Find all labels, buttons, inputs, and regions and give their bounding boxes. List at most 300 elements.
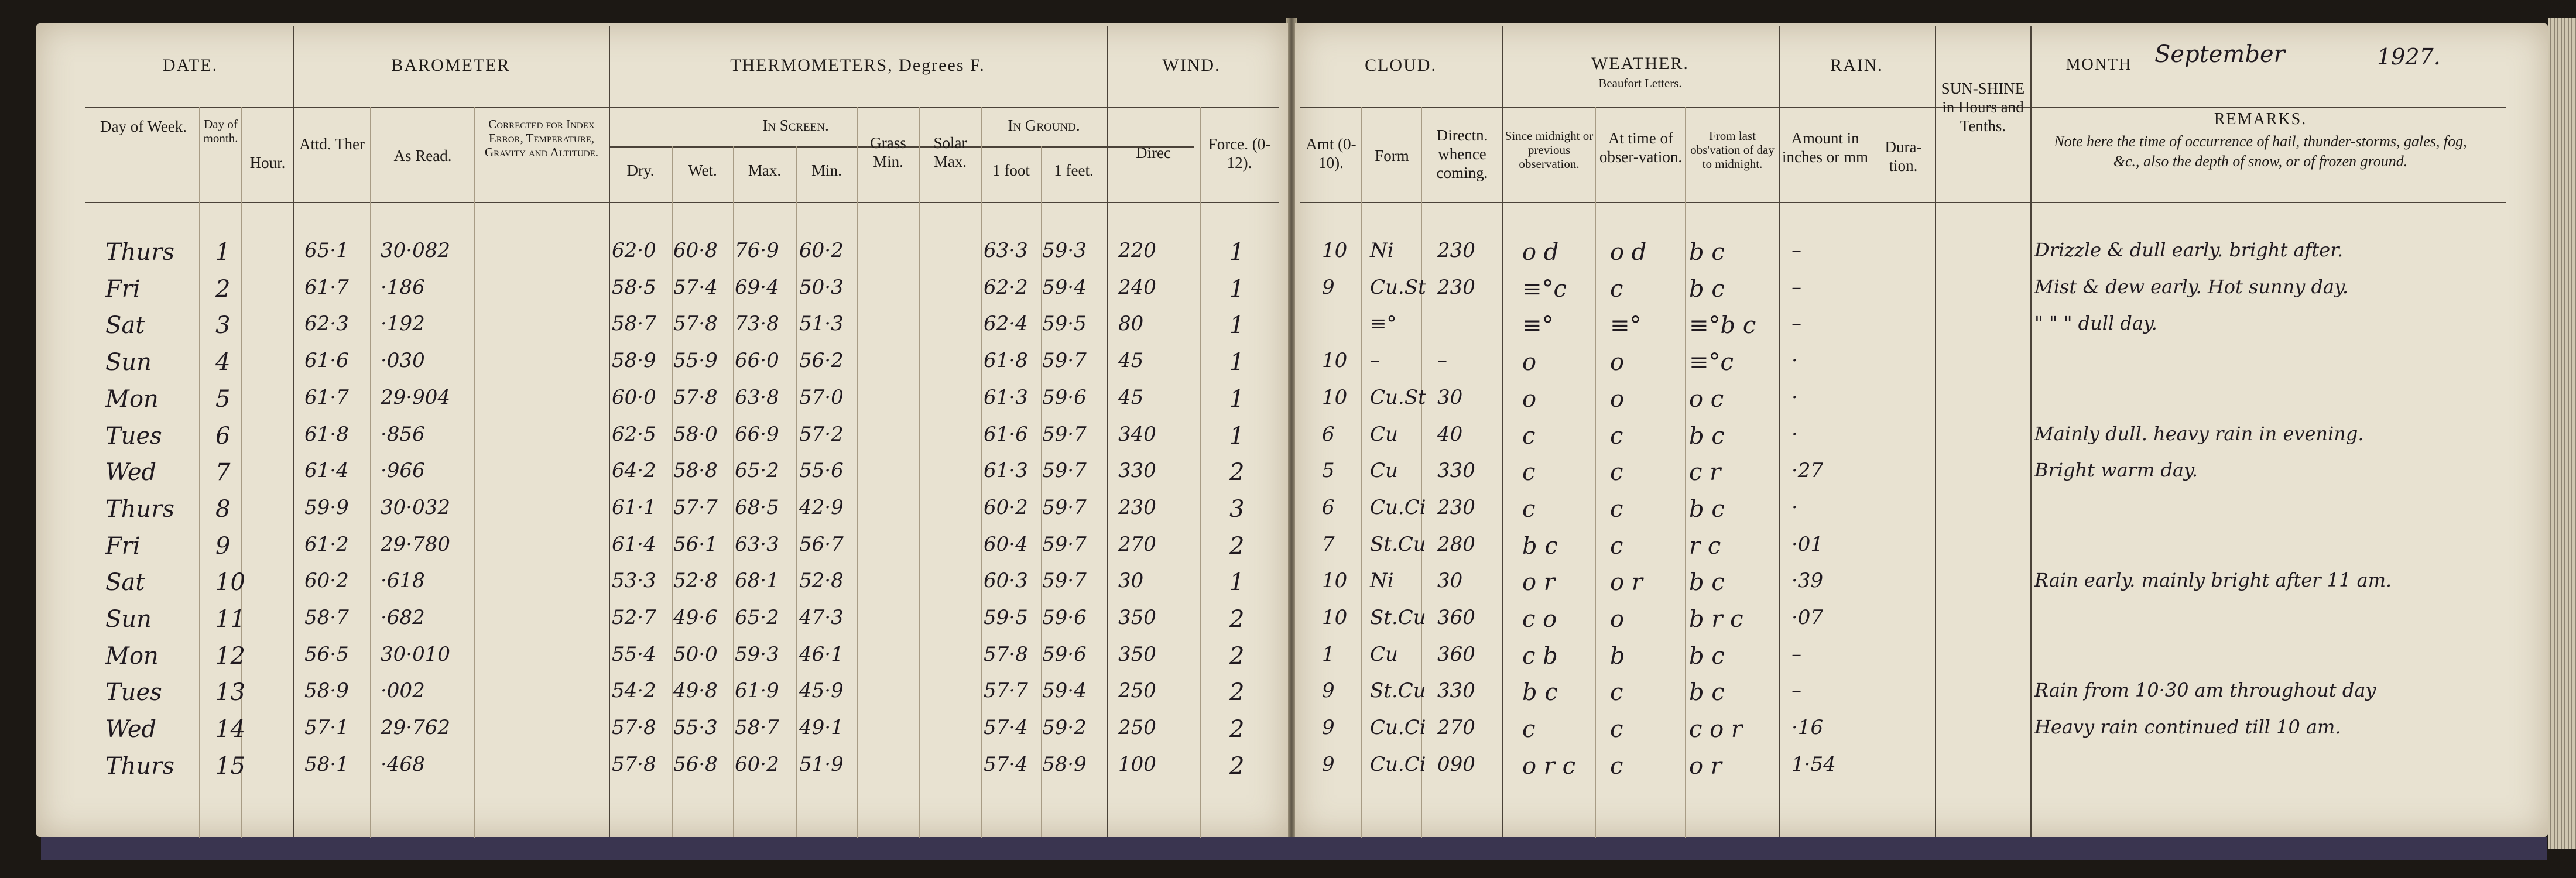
page-edges: [2548, 18, 2576, 849]
cell-dry: 53·3: [612, 569, 656, 593]
cell-weather-from-last: o r: [1689, 752, 1722, 780]
rule: [672, 146, 673, 837]
cell-wind-direction: 350: [1118, 606, 1156, 629]
cell-weather-at-time: b: [1610, 642, 1625, 670]
cell-min: 57·0: [799, 385, 844, 409]
in-screen-heading: In Screen.: [762, 116, 829, 134]
cell-cloud-direction: 360: [1437, 642, 1475, 666]
cell-ground-1-foot: 63·3: [984, 239, 1028, 262]
cell-as-read: ·966: [381, 459, 425, 483]
header-rule: [1300, 107, 2506, 108]
cell-as-read: ·618: [381, 569, 425, 593]
cell-attd-ther: 61·4: [304, 459, 349, 483]
rule: [1595, 107, 1596, 838]
cell-cloud-form: Cu: [1370, 642, 1398, 666]
in-ground-heading: In Ground.: [1008, 116, 1080, 134]
cell-weather-since-midnight: b c: [1522, 679, 1558, 706]
cell-max: 65·2: [735, 459, 779, 483]
cell-attd-ther: 61·7: [304, 275, 349, 299]
cell-day-of-week: Sun: [105, 606, 152, 633]
amount-heading: Amount in inches or mm: [1782, 129, 1868, 166]
cell-wet: 49·6: [673, 606, 718, 629]
cell-min: 46·1: [799, 642, 844, 666]
cell-day-of-week: Mon: [105, 385, 159, 413]
cell-ground-feet: 59·5: [1042, 312, 1087, 336]
cell-remarks: Bright warm day.: [2034, 459, 2198, 482]
cell-wind-direction: 240: [1118, 275, 1156, 299]
cell-weather-since-midnight: o d: [1522, 239, 1559, 266]
cell-weather-from-last: c r: [1689, 459, 1721, 486]
cell-day-of-month: 7: [215, 459, 231, 486]
cell-weather-from-last: ≡°c: [1689, 349, 1734, 376]
cell-ground-feet: 59·2: [1042, 716, 1087, 740]
cell-cloud-direction: 090: [1437, 752, 1475, 776]
cell-dry: 54·2: [612, 679, 656, 703]
cell-cloud-amount: 9: [1322, 752, 1335, 776]
cell-max: 61·9: [735, 679, 779, 703]
rule: [199, 107, 200, 838]
cell-cloud-amount: 1: [1322, 642, 1335, 666]
cell-ground-1-foot: 60·4: [984, 532, 1028, 556]
remarks-note: Note here the time of occurrence of hail, thunder-storms, gales, fog, &c., also the depth of snow, or of frozen ground.: [2054, 133, 2467, 170]
cell-weather-at-time: o d: [1610, 239, 1647, 266]
cell-cloud-amount: 7: [1322, 532, 1335, 556]
cell-ground-feet: 59·7: [1042, 349, 1087, 373]
cell-attd-ther: 59·9: [304, 495, 349, 519]
cell-weather-since-midnight: o r: [1522, 569, 1555, 596]
duration-heading: Dura-tion.: [1885, 138, 1922, 174]
cell-dry: 64·2: [612, 459, 656, 483]
cell-wet: 58·8: [673, 459, 718, 483]
cell-day-of-week: Wed: [105, 716, 157, 743]
as-read-heading: As Read.: [393, 147, 452, 164]
cell-dry: 60·0: [612, 385, 656, 409]
cell-wind-force: 2: [1229, 459, 1245, 486]
cell-day-of-month: 2: [215, 275, 231, 303]
cell-max: 68·5: [735, 495, 779, 519]
one-feet-heading: 1 feet.: [1054, 162, 1094, 179]
cell-ground-1-foot: 57·8: [984, 642, 1028, 666]
cell-wet: 55·9: [673, 349, 718, 373]
cell-wind-force: 2: [1229, 679, 1245, 706]
cell-weather-from-last: c o r: [1689, 716, 1743, 743]
rule-sunshine: [2030, 26, 2032, 837]
cell-weather-since-midnight: c: [1522, 422, 1536, 450]
cell-weather-since-midnight: o: [1522, 349, 1537, 376]
cell-remarks: Rain from 10·30 am throughout day: [2034, 679, 2376, 702]
cell-attd-ther: 56·5: [304, 642, 349, 666]
cell-weather-at-time: c: [1610, 459, 1623, 486]
cell-max: 66·0: [735, 349, 779, 373]
cell-wind-direction: 270: [1118, 532, 1156, 556]
min-heading: Min.: [811, 162, 842, 179]
cell-min: 42·9: [799, 495, 844, 519]
cell-dry: 58·7: [612, 312, 656, 336]
cell-wind-direction: 220: [1118, 239, 1156, 262]
cell-rain-amount: ·07: [1791, 606, 1824, 629]
rule: [1200, 107, 1201, 838]
cell-cloud-amount: 5: [1322, 459, 1335, 483]
cell-ground-1-foot: 62·2: [984, 275, 1028, 299]
cell-attd-ther: 61·2: [304, 532, 349, 556]
hour-heading: Hour.: [249, 154, 286, 172]
day-of-week-heading: Day of Week.: [100, 118, 187, 135]
cell-dry: 58·9: [612, 349, 656, 373]
cell-rain-amount: –: [1791, 642, 1801, 666]
month-label: MONTH: [2065, 56, 2132, 74]
cell-cloud-direction: 280: [1437, 532, 1475, 556]
cell-day-of-month: 14: [215, 716, 245, 743]
cell-min: 45·9: [799, 679, 844, 703]
rule: [919, 107, 920, 838]
cell-min: 52·8: [799, 569, 844, 593]
cell-min: 57·2: [799, 422, 844, 446]
cell-cloud-form: Cu.Ci: [1370, 752, 1426, 776]
cell-ground-feet: 59·7: [1042, 459, 1087, 483]
dry-heading: Dry.: [626, 162, 655, 179]
cell-rain-amount: –: [1791, 275, 1801, 299]
cell-day-of-month: 6: [215, 422, 231, 450]
cell-ground-1-foot: 60·3: [984, 569, 1028, 593]
cell-cloud-form: Cu: [1370, 422, 1398, 446]
cell-cloud-form: Cu.St: [1370, 275, 1426, 299]
cell-cloud-amount: 9: [1322, 716, 1335, 740]
cell-rain-amount: 1·54: [1791, 752, 1836, 776]
cell-weather-at-time: c: [1610, 679, 1623, 706]
from-last-heading: From last obs'vation of day to midnight.: [1690, 129, 1775, 171]
cell-weather-from-last: b r c: [1689, 606, 1743, 633]
cell-weather-at-time: c: [1610, 495, 1623, 523]
rule: [857, 107, 858, 838]
cell-weather-at-time: c: [1610, 532, 1623, 560]
cell-min: 60·2: [799, 239, 844, 262]
rule: [733, 146, 734, 837]
cell-wet: 57·8: [673, 312, 718, 336]
cell-rain-amount: ·: [1791, 422, 1798, 446]
cell-wind-force: 2: [1229, 642, 1245, 670]
cell-day-of-month: 4: [215, 349, 231, 376]
cell-attd-ther: 58·7: [304, 606, 349, 629]
cell-rain-amount: ·: [1791, 349, 1798, 373]
cell-dry: 55·4: [612, 642, 656, 666]
cell-wind-direction: 230: [1118, 495, 1156, 519]
cell-ground-feet: 59·7: [1042, 495, 1087, 519]
cell-as-read: 30·032: [381, 495, 450, 519]
one-foot-heading: 1 foot: [992, 162, 1030, 179]
cell-weather-since-midnight: ≡°c: [1522, 275, 1567, 303]
cell-day-of-month: 10: [215, 569, 245, 596]
cell-ground-feet: 59·4: [1042, 679, 1087, 703]
cell-attd-ther: 60·2: [304, 569, 349, 593]
rule: [370, 107, 371, 838]
header-rule: [85, 107, 1279, 108]
cell-min: 56·2: [799, 349, 844, 373]
cell-wind-direction: 45: [1118, 385, 1144, 409]
cell-wind-force: 3: [1229, 495, 1245, 523]
cell-weather-since-midnight: ≡°: [1522, 312, 1554, 339]
cell-ground-feet: 59·6: [1042, 606, 1087, 629]
cell-wind-direction: 30: [1118, 569, 1144, 593]
cell-day-of-week: Tues: [105, 679, 162, 706]
cell-day-of-week: Sun: [105, 349, 152, 376]
cell-rain-amount: –: [1791, 239, 1801, 262]
cell-cloud-direction: 30: [1437, 385, 1463, 409]
cell-min: 55·6: [799, 459, 844, 483]
cell-attd-ther: 61·7: [304, 385, 349, 409]
cell-wind-force: 1: [1229, 239, 1245, 266]
cell-remarks: " " " dull day.: [2034, 312, 2157, 335]
cell-day-of-month: 1: [215, 239, 231, 266]
cell-cloud-form: St.Cu: [1370, 532, 1426, 556]
cell-rain-amount: ·: [1791, 385, 1798, 409]
cell-ground-feet: 59·7: [1042, 569, 1087, 593]
month-value: September: [2154, 41, 2285, 68]
cell-cloud-amount: 10: [1322, 606, 1348, 629]
cell-wind-direction: 350: [1118, 642, 1156, 666]
cell-weather-at-time: c: [1610, 422, 1623, 450]
cell-cloud-amount: 10: [1322, 385, 1348, 409]
cell-dry: 58·5: [612, 275, 656, 299]
cell-wet: 56·1: [673, 532, 718, 556]
cell-day-of-week: Tues: [105, 422, 162, 450]
solar-max-heading: Solar Max.: [933, 134, 967, 170]
cell-wind-direction: 45: [1118, 349, 1144, 373]
cell-wind-force: 2: [1229, 532, 1245, 560]
sunshine-heading: SUN-SHINE in Hours and Tenths.: [1941, 80, 2025, 135]
cell-cloud-direction: 330: [1437, 679, 1475, 703]
cell-ground-feet: 59·7: [1042, 532, 1087, 556]
cell-wind-direction: 340: [1118, 422, 1156, 446]
cell-ground-1-foot: 61·8: [984, 349, 1028, 373]
cell-rain-amount: ·: [1791, 495, 1798, 519]
cell-ground-1-foot: 61·3: [984, 459, 1028, 483]
cell-max: 68·1: [735, 569, 779, 593]
year-value: 1927.: [2377, 44, 2441, 70]
cell-ground-feet: 59·3: [1042, 239, 1087, 262]
weather-heading: WEATHER.: [1591, 54, 1689, 73]
cell-max: 59·3: [735, 642, 779, 666]
cell-wet: 60·8: [673, 239, 718, 262]
day-of-month-heading: Day of month.: [203, 117, 238, 145]
cell-as-read: 29·904: [381, 385, 450, 409]
cell-wind-direction: 100: [1118, 752, 1156, 776]
rain-heading: RAIN.: [1830, 56, 1883, 75]
cell-dry: 57·8: [612, 716, 656, 740]
cell-weather-from-last: b c: [1689, 275, 1725, 303]
cell-weather-from-last: b c: [1689, 642, 1725, 670]
cell-cloud-form: Cu: [1370, 459, 1398, 483]
cell-max: 63·8: [735, 385, 779, 409]
cell-weather-at-time: c: [1610, 752, 1623, 780]
cell-min: 47·3: [799, 606, 844, 629]
cell-ground-feet: 59·7: [1042, 422, 1087, 446]
cell-cloud-amount: 9: [1322, 275, 1335, 299]
cell-weather-at-time: o r: [1610, 569, 1643, 596]
cell-wind-direction: 250: [1118, 716, 1156, 740]
cell-ground-feet: 59·6: [1042, 642, 1087, 666]
cell-day-of-week: Mon: [105, 642, 159, 670]
at-time-heading: At time of obser-vation.: [1599, 129, 1683, 166]
cell-weather-at-time: ≡°: [1610, 312, 1642, 339]
book-cover-edge: [41, 837, 2547, 860]
cell-max: 60·2: [735, 752, 779, 776]
cell-cloud-form: Cu.Ci: [1370, 495, 1426, 519]
cell-ground-feet: 59·4: [1042, 275, 1087, 299]
cell-dry: 57·8: [612, 752, 656, 776]
cell-rain-amount: –: [1791, 312, 1801, 336]
max-heading: Max.: [748, 162, 782, 179]
amt-heading: Amt (0-10).: [1306, 135, 1356, 172]
form-heading: Form: [1375, 147, 1409, 164]
cell-cloud-amount: 9: [1322, 679, 1335, 703]
cell-attd-ther: 57·1: [304, 716, 349, 740]
header-bottom-rule: [85, 202, 1279, 203]
force-heading: Force. (0-12).: [1208, 135, 1271, 172]
beaufort-heading: Beaufort Letters.: [1598, 76, 1682, 90]
cell-wet: 50·0: [673, 642, 718, 666]
cell-wind-direction: 250: [1118, 679, 1156, 703]
cell-weather-from-last: b c: [1689, 495, 1725, 523]
cell-day-of-month: 3: [215, 312, 231, 339]
cell-weather-since-midnight: o: [1522, 385, 1537, 413]
cell-day-of-week: Thurs: [105, 239, 174, 266]
cell-max: 65·2: [735, 606, 779, 629]
header-bottom-rule: [1300, 202, 2506, 203]
cell-min: 56·7: [799, 532, 844, 556]
cell-weather-since-midnight: o r c: [1522, 752, 1576, 780]
cell-rain-amount: ·16: [1791, 716, 1824, 740]
cell-dry: 52·7: [612, 606, 656, 629]
cell-cloud-form: Ni: [1370, 239, 1394, 262]
cell-wind-force: 1: [1229, 422, 1245, 450]
cell-remarks: Mainly dull. heavy rain in evening.: [2034, 422, 2364, 445]
cell-ground-feet: 58·9: [1042, 752, 1087, 776]
cell-wind-direction: 330: [1118, 459, 1156, 483]
cell-ground-1-foot: 62·4: [984, 312, 1028, 336]
cell-wind-force: 2: [1229, 716, 1245, 743]
cell-wind-force: 1: [1229, 275, 1245, 303]
cell-day-of-month: 5: [215, 385, 231, 413]
cell-wind-force: 2: [1229, 752, 1245, 780]
cell-remarks: Rain early. mainly bright after 11 am.: [2034, 569, 2392, 592]
cell-as-read: ·856: [381, 422, 425, 446]
cell-as-read: ·030: [381, 349, 425, 373]
cell-remarks: Heavy rain continued till 10 am.: [2034, 716, 2341, 739]
cell-weather-from-last: b c: [1689, 422, 1725, 450]
grass-min-heading: Grass Min.: [870, 134, 906, 170]
cell-wet: 56·8: [673, 752, 718, 776]
cell-cloud-form: Ni: [1370, 569, 1394, 593]
cell-weather-from-last: b c: [1689, 569, 1725, 596]
cell-max: 69·4: [735, 275, 779, 299]
cell-min: 50·3: [799, 275, 844, 299]
cell-dry: 62·5: [612, 422, 656, 446]
cell-cloud-amount: 6: [1322, 495, 1335, 519]
attd-ther-heading: Attd. Ther: [299, 135, 365, 153]
cell-ground-1-foot: 57·4: [984, 716, 1028, 740]
wet-heading: Wet.: [688, 162, 717, 179]
cell-day-of-week: Fri: [105, 532, 141, 560]
rule: [1361, 107, 1362, 838]
direc-heading: Direc: [1136, 144, 1171, 162]
cell-cloud-direction: 230: [1437, 495, 1475, 519]
cell-cloud-form: Cu.Ci: [1370, 716, 1426, 740]
cell-cloud-form: ≡°: [1370, 312, 1397, 336]
cell-cloud-direction: 270: [1437, 716, 1475, 740]
cell-as-read: ·192: [381, 312, 425, 336]
thermometers-heading: THERMOMETERS, Degrees F.: [730, 56, 985, 75]
cell-as-read: 30·010: [381, 642, 450, 666]
cell-attd-ther: 65·1: [304, 239, 349, 262]
cell-as-read: ·002: [381, 679, 425, 703]
cell-cloud-form: Cu.St: [1370, 385, 1426, 409]
rule: [1685, 107, 1686, 838]
cell-remarks: Drizzle & dull early. bright after.: [2034, 239, 2344, 261]
cell-as-read: 29·762: [381, 716, 450, 740]
cell-wind-force: 1: [1229, 312, 1245, 339]
cell-weather-since-midnight: c: [1522, 495, 1536, 523]
cell-ground-1-foot: 57·4: [984, 752, 1028, 776]
cell-wet: 55·3: [673, 716, 718, 740]
cell-cloud-amount: 10: [1322, 239, 1348, 262]
cell-cloud-form: –: [1370, 349, 1380, 373]
cell-cloud-direction: 360: [1437, 606, 1475, 629]
since-midnight-heading: Since midnight or previous observation.: [1505, 129, 1594, 171]
rule: [981, 107, 982, 838]
cell-max: 73·8: [735, 312, 779, 336]
cell-day-of-week: Sat: [105, 312, 145, 339]
cell-remarks: Mist & dew early. Hot sunny day.: [2034, 275, 2349, 298]
cell-day-of-week: Sat: [105, 569, 145, 596]
cell-weather-at-time: o: [1610, 385, 1625, 413]
cell-min: 51·9: [799, 752, 844, 776]
cell-day-of-month: 11: [215, 606, 245, 633]
cell-attd-ther: 58·1: [304, 752, 349, 776]
barometer-heading: BAROMETER: [391, 56, 511, 75]
cell-day-of-month: 15: [215, 752, 245, 780]
cell-cloud-amount: 6: [1322, 422, 1335, 446]
cell-weather-since-midnight: c o: [1522, 606, 1557, 633]
cell-wind-direction: 80: [1118, 312, 1144, 336]
cell-as-read: 29·780: [381, 532, 450, 556]
cell-dry: 62·0: [612, 239, 656, 262]
rule: [474, 107, 475, 838]
cell-day-of-month: 9: [215, 532, 231, 560]
cell-weather-from-last: b c: [1689, 679, 1725, 706]
cell-day-of-week: Thurs: [105, 752, 174, 780]
cell-rain-amount: ·39: [1791, 569, 1824, 593]
directn-heading: Directn. whence coming.: [1436, 126, 1488, 181]
date-heading: DATE.: [162, 56, 218, 75]
cell-cloud-form: St.Cu: [1370, 606, 1426, 629]
cell-cloud-amount: 10: [1322, 569, 1348, 593]
cell-ground-1-foot: 57·7: [984, 679, 1028, 703]
cell-max: 58·7: [735, 716, 779, 740]
cell-min: 49·1: [799, 716, 844, 740]
rule-rain: [1935, 26, 1936, 837]
wind-heading: WIND.: [1162, 56, 1221, 75]
remarks-heading: REMARKS.: [2214, 110, 2307, 128]
rule-barometer: [609, 26, 610, 837]
cell-weather-since-midnight: b c: [1522, 532, 1558, 560]
corrected-heading: Corrected for Index Error, Temperature, Gravity and Altitude.: [484, 117, 599, 159]
cell-max: 63·3: [735, 532, 779, 556]
cell-ground-1-foot: 59·5: [984, 606, 1028, 629]
cell-wet: 57·4: [673, 275, 718, 299]
cell-weather-at-time: c: [1610, 716, 1623, 743]
cell-cloud-direction: –: [1437, 349, 1447, 373]
cell-weather-at-time: o: [1610, 349, 1625, 376]
